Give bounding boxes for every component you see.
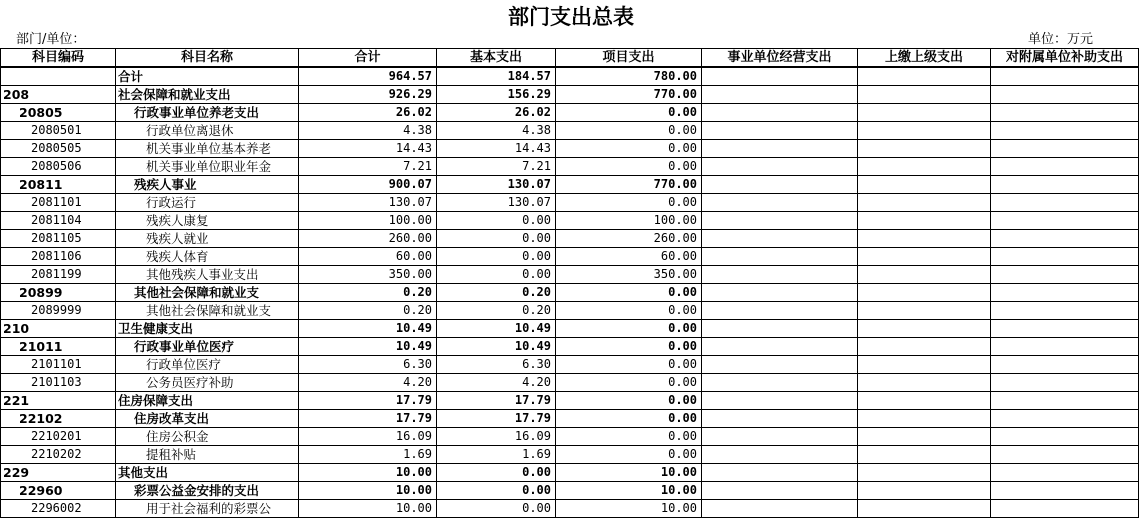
row-operating	[702, 284, 858, 302]
table-row	[1, 392, 1139, 410]
row-project: 0.00	[556, 410, 702, 428]
row-remit	[858, 194, 991, 212]
row-total: 4.20	[299, 374, 437, 392]
row-remit	[858, 410, 991, 428]
row-code: 22102	[1, 410, 116, 428]
table-row	[1, 464, 1139, 482]
table-row	[1, 482, 1139, 500]
row-operating	[702, 67, 858, 86]
table-row	[1, 446, 1139, 464]
row-name: 其他社会保障和就业支	[116, 284, 299, 302]
row-operating	[702, 356, 858, 374]
table-row	[1, 302, 1139, 320]
row-basic: 0.20	[437, 302, 556, 320]
row-name: 机关事业单位基本养老	[116, 140, 299, 158]
row-remit	[858, 482, 991, 500]
table-row	[1, 140, 1139, 158]
row-subsidy	[991, 86, 1139, 104]
table-header-row	[1, 49, 1139, 68]
table-row	[1, 104, 1139, 122]
row-code: 2210202	[1, 446, 116, 464]
row-project: 10.00	[556, 482, 702, 500]
col-header-basic: 基本支出	[437, 49, 556, 68]
department-label: 部门/单位：	[16, 32, 86, 47]
table-row	[1, 284, 1139, 302]
row-remit	[858, 392, 991, 410]
row-code: 2081101	[1, 194, 116, 212]
row-code: 229	[1, 464, 116, 482]
page-title: 部门支出总表	[508, 4, 634, 29]
row-subsidy	[991, 122, 1139, 140]
row-operating	[702, 338, 858, 356]
row-basic: 10.49	[437, 320, 556, 338]
row-name: 住房公积金	[116, 428, 299, 446]
row-name: 其他支出	[116, 464, 299, 482]
row-total: 964.57	[299, 67, 437, 86]
row-name: 残疾人就业	[116, 230, 299, 248]
row-subsidy	[991, 338, 1139, 356]
row-subsidy	[991, 302, 1139, 320]
row-name: 行政事业单位医疗	[116, 338, 299, 356]
row-basic: 0.00	[437, 230, 556, 248]
row-basic: 0.00	[437, 248, 556, 266]
row-remit	[858, 266, 991, 284]
row-basic: 130.07	[437, 194, 556, 212]
row-subsidy	[991, 464, 1139, 482]
row-name: 社会保障和就业支出	[116, 86, 299, 104]
row-total: 1.69	[299, 446, 437, 464]
row-subsidy	[991, 410, 1139, 428]
row-project: 10.00	[556, 464, 702, 482]
row-operating	[702, 500, 858, 518]
row-name: 卫生健康支出	[116, 320, 299, 338]
row-code: 2081105	[1, 230, 116, 248]
row-project: 0.00	[556, 104, 702, 122]
row-code	[1, 67, 116, 86]
row-remit	[858, 158, 991, 176]
row-subsidy	[991, 212, 1139, 230]
row-project: 0.00	[556, 122, 702, 140]
col-header-name: 科目名称	[116, 49, 299, 68]
row-basic: 6.30	[437, 356, 556, 374]
row-code: 2081199	[1, 266, 116, 284]
row-name: 提租补贴	[116, 446, 299, 464]
row-name: 公务员医疗补助	[116, 374, 299, 392]
row-subsidy	[991, 67, 1139, 86]
row-total: 10.00	[299, 482, 437, 500]
row-total: 7.21	[299, 158, 437, 176]
row-subsidy	[991, 284, 1139, 302]
row-subsidy	[991, 392, 1139, 410]
row-basic: 1.69	[437, 446, 556, 464]
row-operating	[702, 410, 858, 428]
row-total: 926.29	[299, 86, 437, 104]
row-code: 2210201	[1, 428, 116, 446]
row-name: 用于社会福利的彩票公	[116, 500, 299, 518]
row-basic: 7.21	[437, 158, 556, 176]
row-operating	[702, 176, 858, 194]
table-row	[1, 266, 1139, 284]
row-code: 208	[1, 86, 116, 104]
row-remit	[858, 212, 991, 230]
row-subsidy	[991, 230, 1139, 248]
row-code: 2080501	[1, 122, 116, 140]
row-subsidy	[991, 356, 1139, 374]
row-remit	[858, 230, 991, 248]
row-basic: 0.20	[437, 284, 556, 302]
row-total: 350.00	[299, 266, 437, 284]
row-remit	[858, 140, 991, 158]
row-project: 0.00	[556, 140, 702, 158]
row-code: 21011	[1, 338, 116, 356]
row-subsidy	[991, 176, 1139, 194]
row-project: 0.00	[556, 356, 702, 374]
row-name: 其他社会保障和就业支	[116, 302, 299, 320]
row-name: 残疾人事业	[116, 176, 299, 194]
row-project: 0.00	[556, 194, 702, 212]
row-basic: 0.00	[437, 266, 556, 284]
row-subsidy	[991, 428, 1139, 446]
row-basic: 0.00	[437, 212, 556, 230]
row-name: 行政事业单位养老支出	[116, 104, 299, 122]
row-code: 22960	[1, 482, 116, 500]
row-operating	[702, 320, 858, 338]
table-row	[1, 248, 1139, 266]
row-total: 10.00	[299, 500, 437, 518]
row-project: 770.00	[556, 176, 702, 194]
table-row	[1, 122, 1139, 140]
row-basic: 16.09	[437, 428, 556, 446]
row-project: 0.00	[556, 302, 702, 320]
row-total: 130.07	[299, 194, 437, 212]
row-code: 2081106	[1, 248, 116, 266]
row-operating	[702, 446, 858, 464]
row-basic: 10.49	[437, 338, 556, 356]
row-subsidy	[991, 320, 1139, 338]
row-code: 2101101	[1, 356, 116, 374]
row-code: 2080506	[1, 158, 116, 176]
row-operating	[702, 140, 858, 158]
row-operating	[702, 374, 858, 392]
row-code: 20805	[1, 104, 116, 122]
row-name: 行政单位医疗	[116, 356, 299, 374]
expenditure-table	[0, 48, 1139, 518]
row-project: 0.00	[556, 428, 702, 446]
table-row	[1, 374, 1139, 392]
row-operating	[702, 482, 858, 500]
row-name: 其他残疾人事业支出	[116, 266, 299, 284]
row-subsidy	[991, 248, 1139, 266]
row-name: 彩票公益金安排的支出	[116, 482, 299, 500]
row-project: 0.00	[556, 284, 702, 302]
table-row	[1, 176, 1139, 194]
row-operating	[702, 464, 858, 482]
table-row	[1, 338, 1139, 356]
row-total: 60.00	[299, 248, 437, 266]
table-row	[1, 212, 1139, 230]
table-row	[1, 230, 1139, 248]
unit-label: 单位：万元	[1028, 32, 1094, 47]
row-total: 4.38	[299, 122, 437, 140]
row-code: 20811	[1, 176, 116, 194]
row-name: 残疾人康复	[116, 212, 299, 230]
row-total: 900.07	[299, 176, 437, 194]
row-remit	[858, 248, 991, 266]
table-row	[1, 86, 1139, 104]
row-project: 770.00	[556, 86, 702, 104]
row-operating	[702, 194, 858, 212]
row-name: 残疾人体育	[116, 248, 299, 266]
row-remit	[858, 320, 991, 338]
row-total: 17.79	[299, 392, 437, 410]
row-remit	[858, 338, 991, 356]
row-subsidy	[991, 266, 1139, 284]
col-header-total: 合计	[299, 49, 437, 68]
row-project: 0.00	[556, 158, 702, 176]
row-remit	[858, 302, 991, 320]
row-operating	[702, 266, 858, 284]
col-header-code: 科目编码	[1, 49, 116, 68]
table-row	[1, 500, 1139, 518]
row-project: 260.00	[556, 230, 702, 248]
row-remit	[858, 104, 991, 122]
row-project: 0.00	[556, 320, 702, 338]
row-project: 350.00	[556, 266, 702, 284]
table-row	[1, 410, 1139, 428]
row-total: 100.00	[299, 212, 437, 230]
row-remit	[858, 500, 991, 518]
row-remit	[858, 284, 991, 302]
table-row	[1, 356, 1139, 374]
row-operating	[702, 86, 858, 104]
row-remit	[858, 356, 991, 374]
row-operating	[702, 428, 858, 446]
row-operating	[702, 230, 858, 248]
row-basic: 184.57	[437, 67, 556, 86]
row-name: 住房改革支出	[116, 410, 299, 428]
row-remit	[858, 86, 991, 104]
row-project: 0.00	[556, 338, 702, 356]
row-name: 住房保障支出	[116, 392, 299, 410]
row-code: 2101103	[1, 374, 116, 392]
row-code: 210	[1, 320, 116, 338]
row-code: 221	[1, 392, 116, 410]
row-remit	[858, 464, 991, 482]
row-total: 0.20	[299, 284, 437, 302]
row-total: 10.00	[299, 464, 437, 482]
table-row	[1, 158, 1139, 176]
row-basic: 156.29	[437, 86, 556, 104]
row-remit	[858, 122, 991, 140]
row-basic: 14.43	[437, 140, 556, 158]
row-project: 0.00	[556, 374, 702, 392]
row-subsidy	[991, 158, 1139, 176]
row-total: 6.30	[299, 356, 437, 374]
row-name: 合计	[116, 67, 299, 86]
row-remit	[858, 176, 991, 194]
row-basic: 26.02	[437, 104, 556, 122]
row-total: 17.79	[299, 410, 437, 428]
row-total: 14.43	[299, 140, 437, 158]
row-total: 0.20	[299, 302, 437, 320]
row-subsidy	[991, 446, 1139, 464]
row-basic: 0.00	[437, 500, 556, 518]
row-code: 2089999	[1, 302, 116, 320]
row-basic: 17.79	[437, 410, 556, 428]
row-total: 26.02	[299, 104, 437, 122]
row-operating	[702, 104, 858, 122]
row-operating	[702, 122, 858, 140]
row-name: 机关事业单位职业年金	[116, 158, 299, 176]
row-basic: 17.79	[437, 392, 556, 410]
row-subsidy	[991, 374, 1139, 392]
row-basic: 4.38	[437, 122, 556, 140]
table-row	[1, 320, 1139, 338]
row-operating	[702, 212, 858, 230]
row-project: 0.00	[556, 446, 702, 464]
row-operating	[702, 158, 858, 176]
table-row	[1, 428, 1139, 446]
row-subsidy	[991, 140, 1139, 158]
row-code: 20899	[1, 284, 116, 302]
row-total: 16.09	[299, 428, 437, 446]
row-remit	[858, 446, 991, 464]
row-project: 0.00	[556, 392, 702, 410]
col-header-operating: 事业单位经营支出	[702, 49, 858, 68]
row-basic: 0.00	[437, 482, 556, 500]
row-basic: 130.07	[437, 176, 556, 194]
row-code: 2081104	[1, 212, 116, 230]
row-basic: 0.00	[437, 464, 556, 482]
row-operating	[702, 302, 858, 320]
table-row	[1, 67, 1139, 86]
row-operating	[702, 248, 858, 266]
row-project: 100.00	[556, 212, 702, 230]
row-name: 行政单位离退休	[116, 122, 299, 140]
row-project: 60.00	[556, 248, 702, 266]
table-body	[1, 67, 1139, 518]
col-header-subsidy: 对附属单位补助支出	[991, 49, 1139, 68]
row-operating	[702, 392, 858, 410]
row-total: 10.49	[299, 338, 437, 356]
row-remit	[858, 428, 991, 446]
row-project: 780.00	[556, 67, 702, 86]
row-remit	[858, 67, 991, 86]
col-header-project: 项目支出	[556, 49, 702, 68]
row-name: 行政运行	[116, 194, 299, 212]
table-row	[1, 194, 1139, 212]
row-project: 10.00	[556, 500, 702, 518]
row-basic: 4.20	[437, 374, 556, 392]
row-subsidy	[991, 500, 1139, 518]
row-remit	[858, 374, 991, 392]
row-subsidy	[991, 194, 1139, 212]
row-subsidy	[991, 104, 1139, 122]
row-subsidy	[991, 482, 1139, 500]
row-total: 260.00	[299, 230, 437, 248]
row-code: 2296002	[1, 500, 116, 518]
row-code: 2080505	[1, 140, 116, 158]
row-total: 10.49	[299, 320, 437, 338]
col-header-remit: 上缴上级支出	[858, 49, 991, 68]
